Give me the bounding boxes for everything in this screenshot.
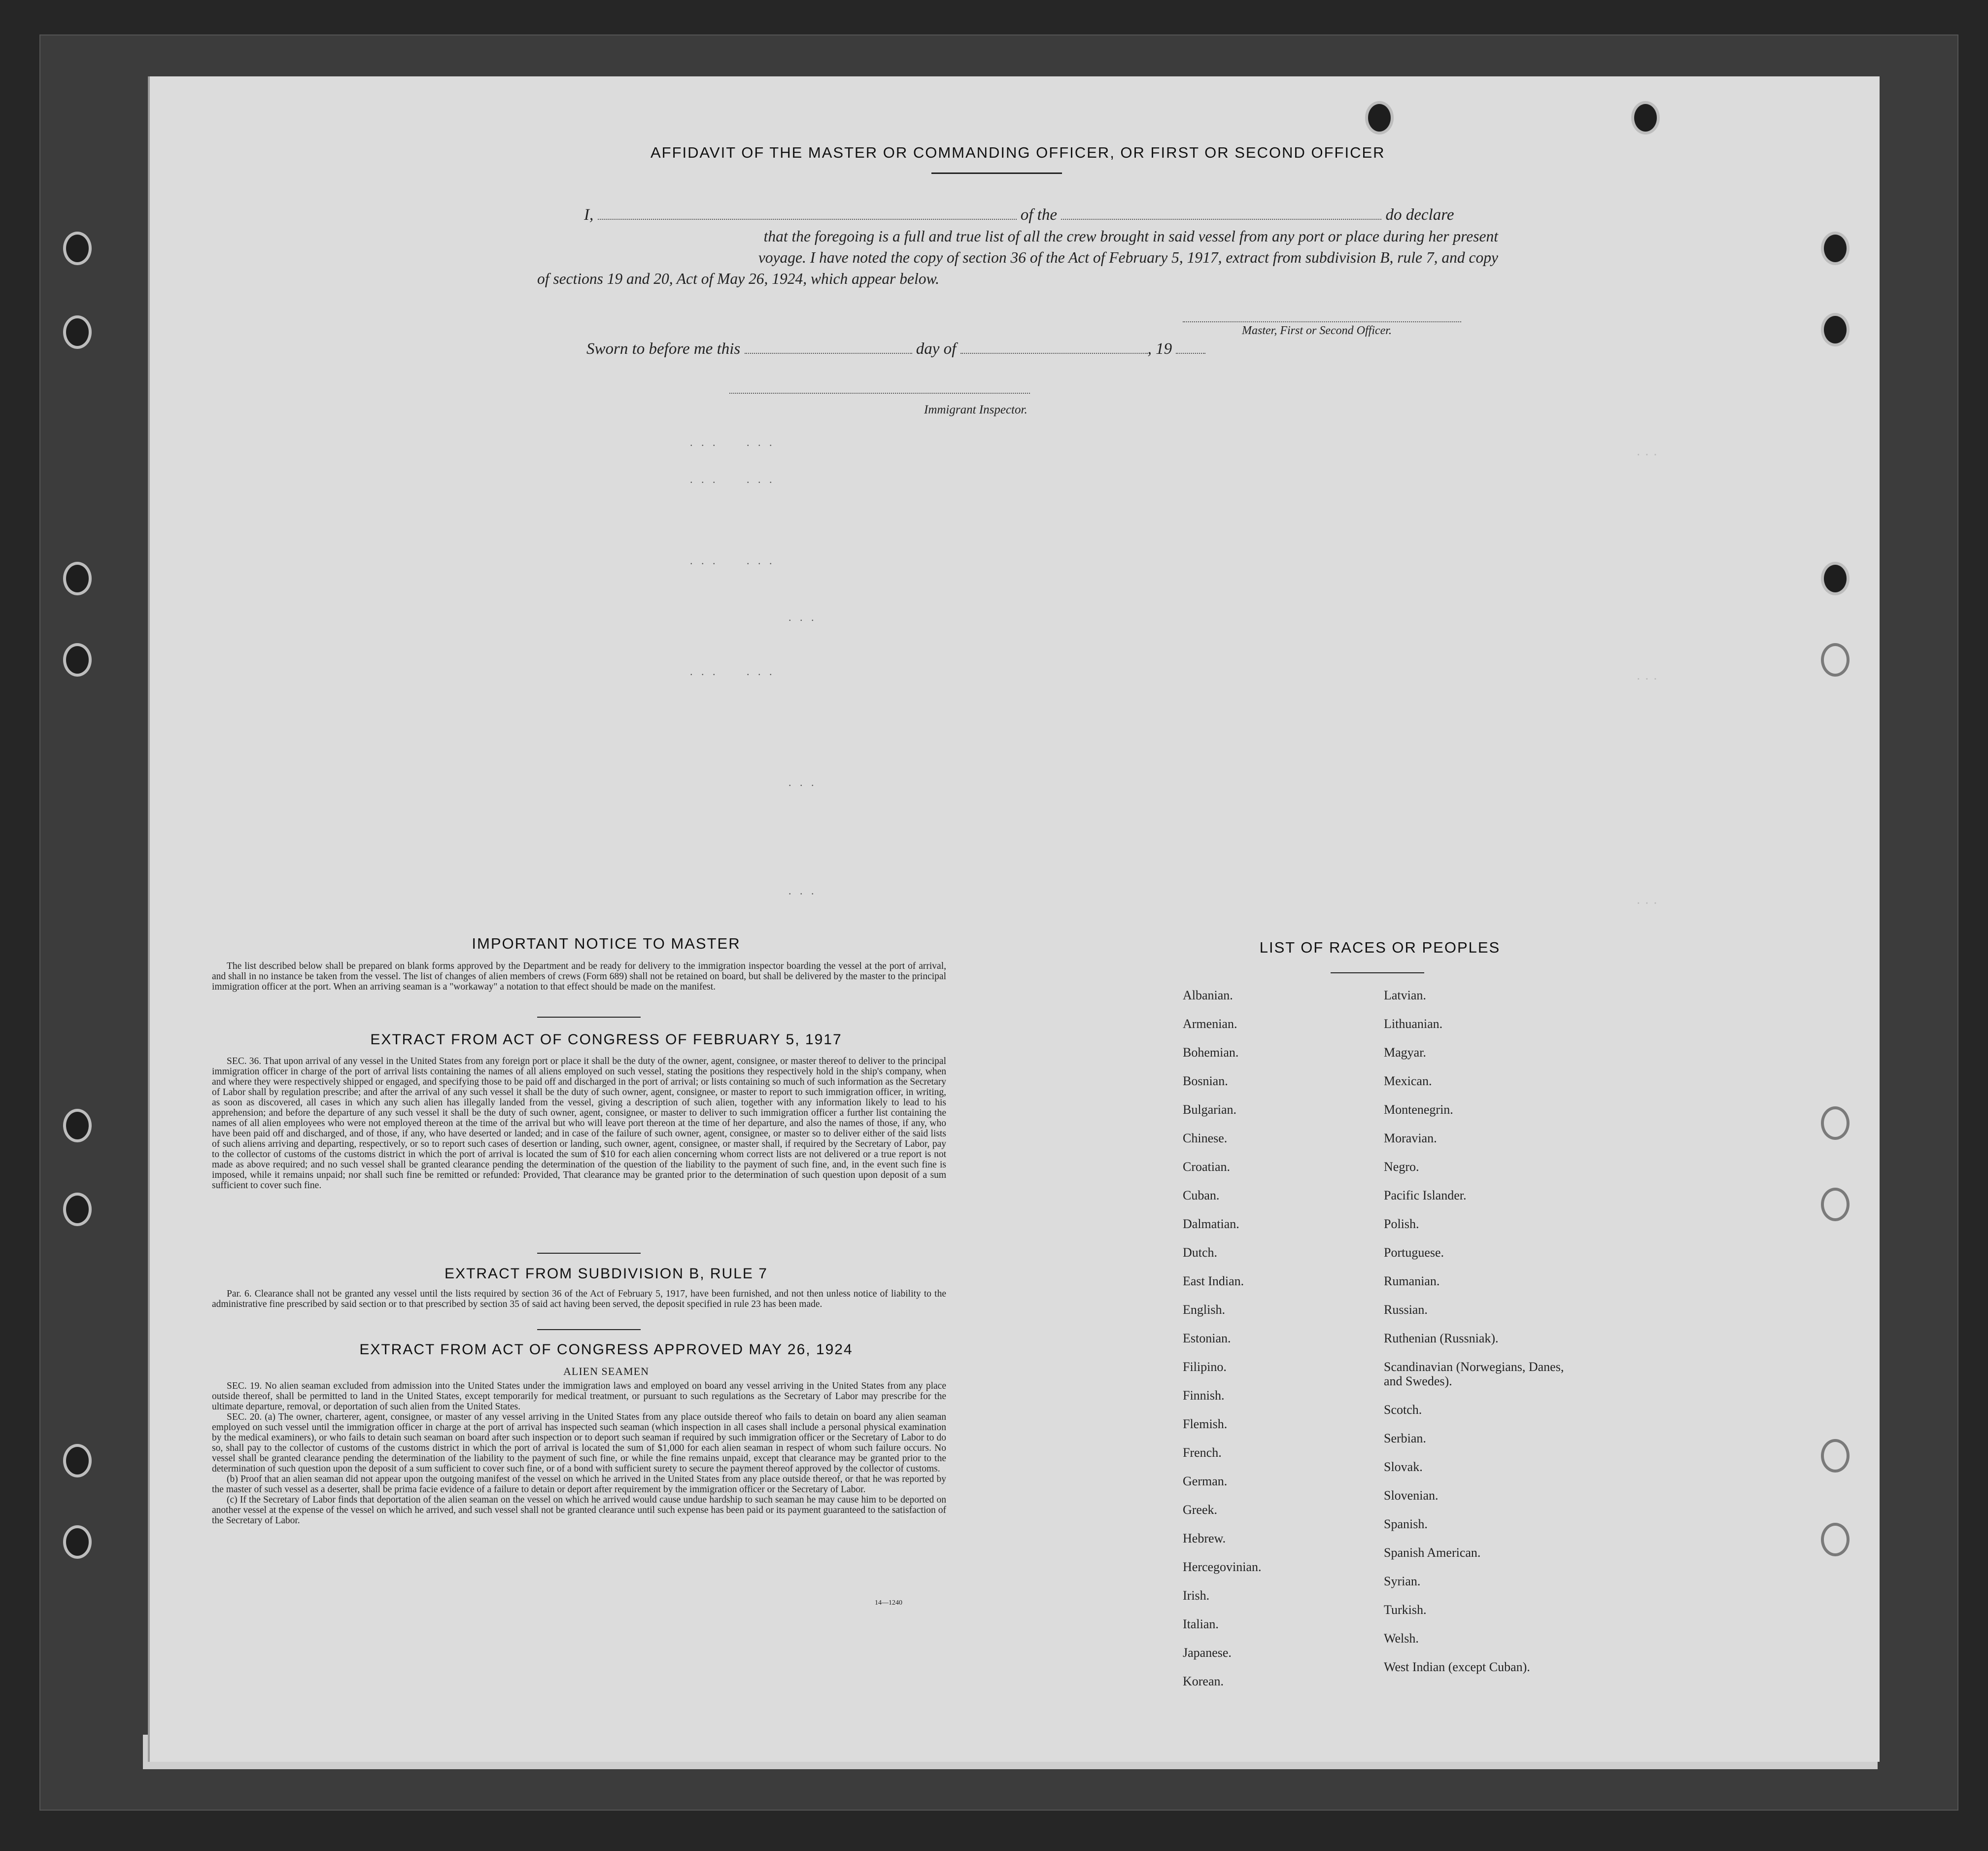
race-item: Albanian.	[1183, 988, 1233, 1002]
race-item: Chinese.	[1183, 1131, 1228, 1145]
race-item: Slovenian.	[1384, 1488, 1439, 1503]
race-item: Spanish.	[1384, 1517, 1428, 1531]
affidavit-title: AFFIDAVIT OF THE MASTER OR COMMANDING OFFICER, OR FIRST OR SECOND OFFICER	[651, 144, 1385, 161]
punch-hole	[1821, 313, 1850, 346]
race-item: Serbian.	[1384, 1431, 1426, 1445]
race-item: Ruthenian (Russniak).	[1384, 1331, 1499, 1345]
punch-hole	[63, 1444, 92, 1477]
race-item: Russian.	[1384, 1303, 1428, 1317]
race-item: Dutch.	[1183, 1245, 1218, 1260]
affidavit-i-label: I,	[584, 206, 594, 224]
race-item: Cuban.	[1183, 1188, 1220, 1202]
race-item: Pacific Islander.	[1384, 1188, 1467, 1202]
punch-hole	[1821, 643, 1850, 677]
section-36-paragraph: SEC. 36. That upon arrival of any vessel in the United States from any foreign port or place it shall be the duty of the owner, agent, consignee, or master thereof to deliver to the principal immigration officer in charge of the port of arrival lists containing the names of all aliens employed on such vessel, stating the positions they respectively hold in the ship's company, when and where they were respectively shipped or engaged, and specifying those to be paid off and discharged in the port of arrival; or lists containing so much of such information as the Secretary of Labor shall by regulation prescribe; and after the arrival of any such vessel it shall be the duty of such owner, agent, consignee, or master to report to such immigration officer, in writing, as soon as discovered, all cases in which any such alien has illegally landed from the vessel, giving a description of such alien, together with any information likely to lead to his apprehension; and before the departure of any such vessel it shall be the duty of such owner, agent, consignee, or master to deliver to such immigration officer a further list containing the names of all alien employees who were not employed thereon at the time of the arrival but who will leave port thereon at the time of her departure, and also the names of those, if any, who have been paid off and discharged, and of those, if any, who have deserted or landed; and in case of the failure of such owner, agent, consignee, or master so to deliver either of the said lists of such aliens arriving and departing, respectively, or so to report such cases of desertion or landing, such owner, agent, consignee, or master shall, if required by the Secretary of Labor, pay to the collector of customs of the customs district in which the port of arrival is located the sum of $10 for each alien concerning whom correct lists are not delivered or a true report is not made as above required; and no such vessel shall be granted clearance pending the determination of the question of the liability to the payment of such fine, and, in the event such fine is imposed, while it remains unpaid; nor shall such fine be remitted or refunded: Provided, That clearance may be granted prior to the determination of such question upon deposit of a sum sufficient to cover such fine.	[212, 1056, 946, 1191]
form-number: 14—1240	[875, 1599, 902, 1607]
inspector-signature-line[interactable]	[729, 392, 1030, 394]
race-item: Moravian.	[1384, 1131, 1437, 1145]
section-19-paragraph: SEC. 19. No alien seaman excluded from admission into the United States under the immigration laws and employed on board any vessel arriving in the United States from any place outside thereof, shall be permitted to land in the United States, except temporarily for medical treatment, or pursuant to such regulations as the Secretary of Labor may prescribe for the ultimate departure, removal, or deportation of such alien from the United States.	[212, 1381, 946, 1412]
punch-hole	[63, 232, 92, 265]
race-item: Italian.	[1183, 1617, 1219, 1631]
race-item: Montenegrin.	[1384, 1102, 1453, 1117]
race-item: Portuguese.	[1384, 1245, 1444, 1260]
extract-1924-body	[212, 1381, 946, 1526]
sworn-label: Sworn to before me this	[586, 340, 741, 358]
signature-label: Master, First or Second Officer.	[1242, 324, 1392, 337]
extract-1924-title: EXTRACT FROM ACT OF CONGRESS APPROVED MAY 26, 1924	[359, 1341, 853, 1358]
race-item: Turkish.	[1384, 1603, 1427, 1617]
alien-seamen-subtitle: ALIEN SEAMEN	[563, 1365, 649, 1377]
race-item: Greek.	[1183, 1503, 1218, 1517]
punch-hole	[63, 643, 92, 677]
title-underline	[931, 172, 1062, 174]
races-title-underline	[1331, 972, 1424, 973]
punch-hole	[1631, 101, 1660, 135]
punch-hole	[1821, 1188, 1850, 1221]
rule-7-title: EXTRACT FROM SUBDIVISION B, RULE 7	[445, 1266, 768, 1282]
punch-hole	[1365, 101, 1394, 135]
race-item: English.	[1183, 1303, 1225, 1317]
race-item: Irish.	[1183, 1588, 1210, 1603]
punch-hole	[63, 562, 92, 595]
race-item: Mexican.	[1384, 1074, 1432, 1088]
sworn-line: Sworn to before me this day of , 19	[586, 340, 1205, 358]
race-item: Rumanian.	[1384, 1274, 1440, 1288]
race-item: German.	[1183, 1474, 1228, 1488]
race-item: Bosnian.	[1183, 1074, 1228, 1088]
dot-leader: . . .	[788, 885, 817, 897]
race-item: Finnish.	[1183, 1388, 1225, 1403]
affidavit-line-2: that the foregoing is a full and true list of all the crew brought in said vessel from any port or place during her present	[763, 228, 1498, 245]
punch-hole	[1821, 1106, 1850, 1140]
section-divider	[537, 1329, 641, 1330]
inspector-label: Immigrant Inspector.	[924, 403, 1028, 416]
race-item: West Indian (except Cuban).	[1384, 1660, 1530, 1674]
punch-hole	[1821, 232, 1850, 265]
extract-1917-body	[212, 1056, 946, 1191]
extract-1917-title: EXTRACT FROM ACT OF CONGRESS OF FEBRUARY 5, 1917	[370, 1031, 842, 1048]
bleed-through-text: · · ·	[1636, 894, 1658, 910]
dot-leader: . . .	[788, 776, 817, 788]
section-20a-paragraph: SEC. 20. (a) The owner, charterer, agent, consignee, or master of any vessel arriving in the United States from any place outside thereof who fails to detain on board any alien seaman employed on such vessel until the immigration officer in charge at the port of arrival has inspected such seaman (which inspection in all cases shall include a personal physical examination by the medical examiners), or who fails to detain such seaman on board after such inspection or to deport such seaman if required by such immigration officer or the Secretary of Labor to do so, shall pay to the collector of customs of the customs district in which the port of arrival is located the sum of $1,000 for each alien seaman in respect of whom such failure occurs. No vessel shall be granted clearance pending the determination of the liability to the payment of such fine, or while the fine remains unpaid, except that clearance may be granted prior to the determination of such question upon the deposit of a sum sufficient to cover such fine, or of a bond with sufficient surety to secure the payment thereof approved by the collector of customs.	[212, 1412, 946, 1474]
punch-hole	[63, 1525, 92, 1559]
dot-leader: . . .	[788, 611, 817, 623]
punch-hole	[63, 1109, 92, 1142]
race-item: Magyar.	[1384, 1045, 1426, 1060]
race-item: Bohemian.	[1183, 1045, 1239, 1060]
signature-line[interactable]	[1183, 320, 1461, 322]
affidavit-declare-label: do declare	[1385, 206, 1454, 224]
punch-hole	[63, 1193, 92, 1226]
race-item: Slovak.	[1384, 1460, 1423, 1474]
affidavit-line-1	[584, 206, 1498, 224]
dot-leader: . . . . . .	[690, 554, 775, 567]
notice-body	[212, 961, 946, 992]
race-item: French.	[1183, 1445, 1222, 1460]
affidavit-line-4: of sections 19 and 20, Act of May 26, 1924, which appear below.	[537, 270, 940, 287]
section-20b-paragraph: (b) Proof that an alien seaman did not appear upon the outgoing manifest of the vessel on which he arrived in the United States from any place outside thereof, or that he was reported by the master of such vessel as a deserter, shall be prima facie evidence of a failure to detain or deport after requirement by the immigration officer or the Secretary of Labor.	[212, 1474, 946, 1495]
race-item: Latvian.	[1384, 988, 1426, 1002]
dot-leader: . . . . . .	[690, 436, 775, 448]
notice-title: IMPORTANT NOTICE TO MASTER	[472, 935, 741, 952]
race-item: Spanish American.	[1384, 1545, 1481, 1560]
race-item: Dalmatian.	[1183, 1217, 1239, 1231]
race-item: Syrian.	[1384, 1574, 1421, 1588]
dot-leader: . . . . . .	[690, 665, 775, 678]
master-name-field[interactable]	[598, 219, 1017, 220]
dot-leader: . . . . . .	[690, 473, 775, 485]
race-item: Armenian.	[1183, 1017, 1237, 1031]
sworn-year-field[interactable]	[1176, 353, 1205, 354]
race-item: Scotch.	[1384, 1403, 1422, 1417]
day-of-label: day of	[916, 340, 957, 358]
section-divider	[537, 1253, 641, 1254]
notice-paragraph: The list described below shall be prepared on blank forms approved by the Department and be ready for delivery to the immigration inspector boarding the vessel at the port of arrival, and shall in no instance be taken from the vessel. The list of changes of alien members of crews (Form 689) shall not be retained on board, but shall be delivered by the master to the principal immigration officer at the port. When an arriving seaman is a "workaway" a notation to that effect should be made on the manifest.	[212, 961, 946, 992]
punch-hole	[1821, 1439, 1850, 1473]
races-title: LIST OF RACES OR PEOPLES	[1259, 939, 1501, 956]
race-item: Welsh.	[1384, 1631, 1419, 1645]
race-item: Croatian.	[1183, 1160, 1231, 1174]
race-item: Korean.	[1183, 1674, 1224, 1688]
bleed-through-text: · · ·	[1636, 446, 1658, 461]
race-item: Hebrew.	[1183, 1531, 1226, 1545]
rule-7-body	[212, 1289, 946, 1309]
race-item: Lithuanian.	[1384, 1017, 1443, 1031]
race-item: Filipino.	[1183, 1360, 1227, 1374]
year-label: 19	[1156, 340, 1172, 358]
affidavit-of-the-label: of the	[1020, 206, 1057, 224]
race-item: Japanese.	[1183, 1645, 1232, 1660]
bleed-through-text: · · ·	[1636, 670, 1658, 686]
race-item: Scandinavian (Norwegians, Danes, and Swedes).	[1384, 1360, 1564, 1388]
affidavit-line-3: voyage. I have noted the copy of section 36 of the Act of February 5, 1917, extract from subdivision B, rule 7, and copy	[758, 249, 1498, 266]
paragraph-6: Par. 6. Clearance shall not be granted any vessel until the lists required by section 36 of the Act of February 5, 1917, have been furnished, and not then unless notice of liability to the administrative fine prescribed by said section or to that prescribed by section 35 of said act having been served, the deposit specified in rule 23 has been made.	[212, 1289, 946, 1309]
section-20c-paragraph: (c) If the Secretary of Labor finds that deportation of the alien seaman on the vessel on which he arrived would cause undue hardship to such seaman he may cause him to be deported on another vessel at the expense of the vessel on which he arrived, and such vessel shall not be granted clearance until such expense has been paid or its payment guaranteed to the satisfaction of the Secretary of Labor.	[212, 1495, 946, 1526]
race-item: East Indian.	[1183, 1274, 1244, 1288]
race-item: Polish.	[1384, 1217, 1419, 1231]
punch-hole	[1821, 1523, 1850, 1556]
punch-hole	[63, 315, 92, 349]
race-item: Negro.	[1384, 1160, 1419, 1174]
race-item: Flemish.	[1183, 1417, 1228, 1431]
section-divider	[537, 1017, 641, 1018]
race-item: Bulgarian.	[1183, 1102, 1237, 1117]
vessel-name-field[interactable]	[1061, 219, 1381, 220]
sworn-month-field[interactable]	[960, 353, 1148, 354]
sworn-day-field[interactable]	[745, 353, 912, 354]
punch-hole	[1821, 562, 1850, 595]
race-item: Hercegovinian.	[1183, 1560, 1262, 1574]
race-item: Estonian.	[1183, 1331, 1231, 1345]
